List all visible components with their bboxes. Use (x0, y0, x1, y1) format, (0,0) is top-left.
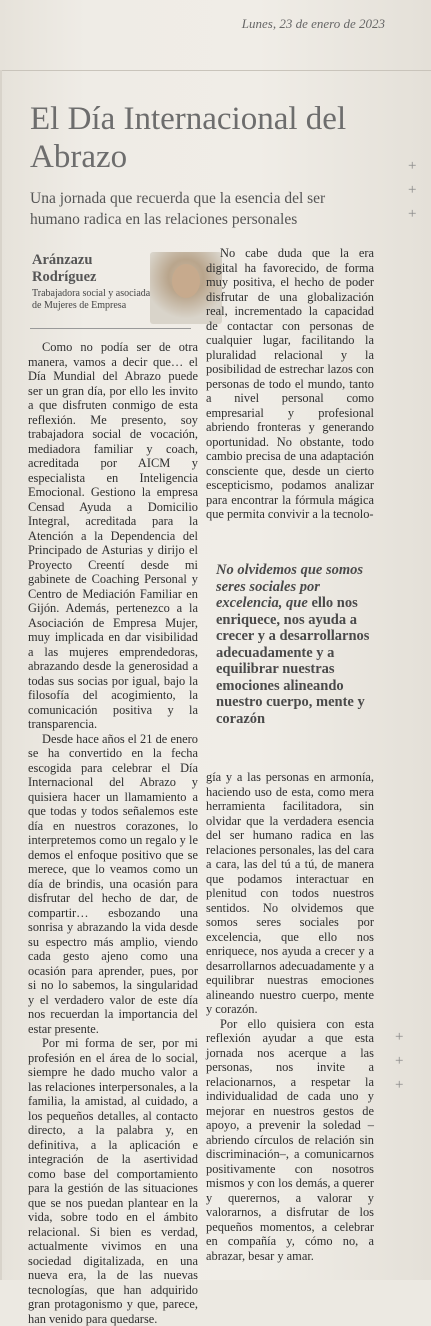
article-title: El Día Internacional del Abrazo (30, 101, 347, 175)
registration-marks-top (408, 154, 416, 226)
paragraph: Por mi forma de ser, por mi profesión en el área de lo social, siempre he dado mucho valor a las relaciones interpersonales, a la familia, la amistad, al cuidado, a los pequeños detalles, al contacto directo, a la palabra y, en definitiva, a la aplicación e integración de la asertividad como base del comportamiento para la gestión de las situaciones que se nos puedan plantear en la vida, sobre todo en el ámbito relacional. Si bien es verdad, actualmente vivimos en una sociedad digitalizada, en una nueva era, la de las nuevas tecnologías, que han adquirido gran protagonismo y que, parece, han venido para quedarse. (28, 1036, 198, 1326)
cross-mark-icon: + (395, 1029, 404, 1045)
cross-mark-icon: + (408, 158, 417, 174)
issue-date: Lunes, 23 de enero de 2023 (241, 16, 385, 31)
author-role: Trabajadora social y asociada de Mujeres de Empresa (32, 288, 151, 311)
cross-mark-icon: + (408, 182, 417, 198)
paragraph: gía y a las personas en armonía, haciendo uso de esta, como mera herramienta facilitadora, sin olvidar que la verdadera esencia del ser humano radica en las relaciones personales, las del cara a cara, las del tú a tú, de manera que podamos interactuar en plenitud con todos nuestros sentidos. No olvidemos que somos seres sociales por excelencia, que ello nos enriquece, nos ayuda a crecer y a desarrollarnos adecuadamente y a equilibrar nuestras emociones alineando nuestro cuerpo, mente y corazón. (206, 770, 374, 1016)
paragraph: Por ello quisiera con esta reflexión ayudar a que esta jornada nos acerque a las personas, nos invite a relacionarnos, a respetar la individualidad de cada uno y mejorar en nuestros gestos de apoyo, a prevenir la soledad –abriendo círculos de relación sin discriminación–, a comunicarnos positivamente con nosotros mismos y con los demás, a querer y querernos, a valorar y valorarnos, a disfrutar de los pequeños momentos, a celebrar en compañía y, cómo no, a abrazar, besar y amar. (206, 1016, 374, 1263)
registration-marks-bottom (395, 1025, 403, 1097)
author-name: Aránzazu Rodríguez (32, 252, 97, 285)
pull-quote-italic: No olvidemos que somos seres sociales por excelencia, que (216, 562, 364, 611)
right-column-bottom (206, 770, 374, 1263)
paragraph: Desde hace años el 21 de enero se ha convertido en la fecha escogida para celebrar el Día Internacional del Abrazo y quisiera hacer un llamamiento a que todas y todos señalemos este día en nuestros corazones, lo interpretemos como un regalo y le demos el enfoque positivo que se merece, que lo veamos como un día de brindis, una ocasión para disfrutar del hecho de dar, de compartir… esbozando una sonrisa y abrazando la vida desde su espectro más amplio, viendo cada gesto ajeno como una ocasión para aprender, pues, por si no lo sabemos, la singularidad y el verdadero valor de este día nos recuerdan la importancia del estar presente. (28, 731, 198, 1036)
cross-mark-icon: + (395, 1077, 404, 1093)
cross-mark-icon: + (395, 1053, 404, 1069)
cross-mark-icon: + (408, 206, 417, 222)
author-face (172, 264, 200, 298)
author-byline (32, 252, 192, 324)
paragraph: No cabe duda que la era digital ha favorecido, de forma muy positiva, el hecho de poder disfrutar de una globalización real, incrementado la capacidad de contactar con personas de cualquier lugar, facilitando la pluralidad relacional y la posibilidad de estrechar lazos con personas de todo el mundo, tanto a nivel personal como empresarial y profesional abriendo fronteras y generando oportunidad. No obstante, todo cambio precisa de una adaptación consciente que, desde un cierto escepticismo, podamos analizar para encontrar la fórmula mágica que permita convivir a la tecnolo- (206, 246, 374, 521)
left-column (28, 340, 198, 1326)
left-margin-rule (0, 70, 2, 1280)
pull-quote-regular: ello nos enriquece, nos ayuda a crecer y a desarrollarnos adecuadamente y a equilibrar nuestras emociones alineando nuestro cuerpo, mente y corazón (216, 595, 370, 727)
header-divider (0, 70, 431, 71)
article-subtitle: Una jornada que recuerda que la esencia del ser humano radica en las relaciones personales (30, 190, 326, 228)
pull-quote (216, 562, 376, 727)
byline-divider (30, 328, 191, 329)
paragraph: Como no podía ser de otra manera, vamos a decir que… el Día Mundial del Abrazo puede ser un gran día, por ello les invito a que disfruten conmigo de esta reflexión. Me presento, soy trabajadora social de vocación, mediadora familiar y coach, acreditada por AICM y especialista en Inteligencia Emocional. Gestiono la empresa Censad Ayuda a Domicilio Integral, acreditada para la Atención a la Dependencia del Principado de Asturias y dirijo el Proyecto Creentí desde mi gabinete de Coaching Personal y Centro de Mediación Familiar en Gijón. Además, pertenezco a la Asociación de Empresa Mujer, muy implicada en dar visibilidad a las mujeres emprendedoras, abrazando desde la generosidad a todas sus socias por igual, bajo la filosofía del acogimiento, la comunicación positiva y la transparencia. (28, 340, 198, 731)
right-column-top (206, 246, 374, 522)
